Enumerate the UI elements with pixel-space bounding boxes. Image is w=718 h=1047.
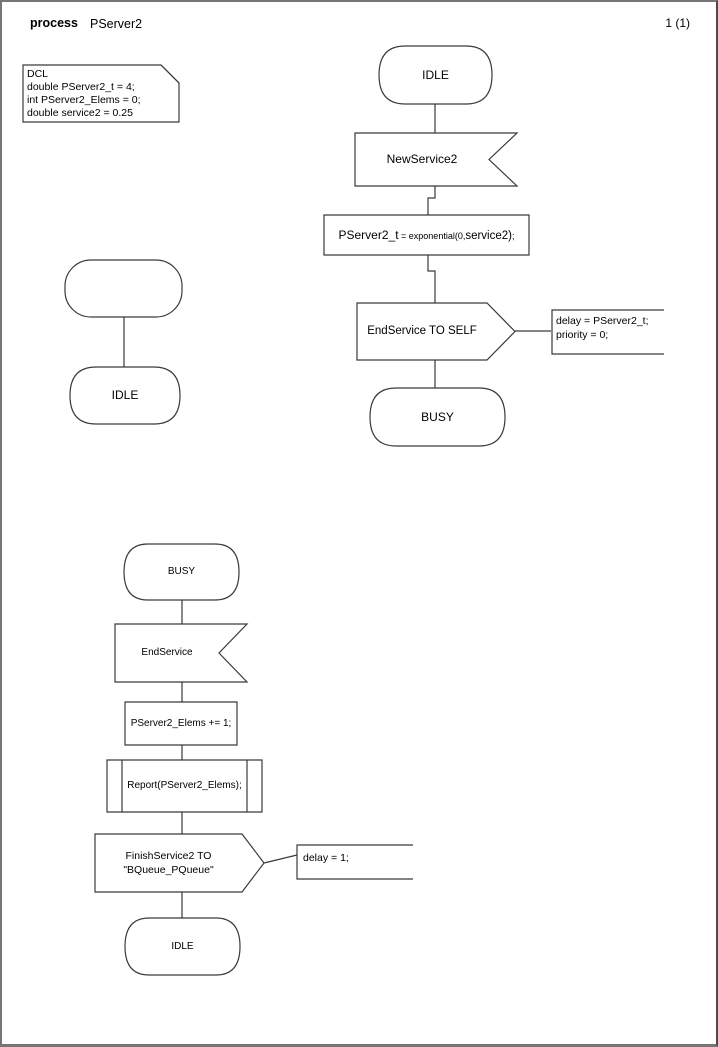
dcl-line: double service2 = 0.25	[27, 107, 133, 119]
comment-delay-text	[303, 851, 403, 865]
task-lhs: PServer2_t	[338, 228, 399, 242]
comment-connector-delay	[264, 855, 297, 863]
task-arg: service2)	[465, 230, 512, 242]
state-idle-left-label: IDLE	[111, 388, 139, 403]
state-busy-bottom-label: BUSY	[167, 566, 196, 577]
input-endservice-label: EndService	[141, 647, 193, 658]
dcl-declaration-text	[27, 68, 177, 120]
task-set-service-time-label	[324, 216, 529, 256]
output-signal-line: FinishService2 TO	[125, 850, 212, 862]
task-end: ;	[511, 231, 515, 241]
comment-line: delay = 1;	[303, 852, 349, 864]
comment-line: priority = 0;	[556, 329, 609, 341]
connector-newservice2-to-task	[428, 186, 435, 215]
state-idle-top-label: IDLE	[422, 67, 449, 82]
page-number: 1 (1)	[665, 16, 690, 30]
process-name: PServer2	[90, 17, 143, 31]
procedure-report-label: Report(PServer2_Elems);	[127, 780, 242, 791]
state-idle-bottom-label: IDLE	[171, 940, 194, 952]
comment-delay-priority-text	[556, 314, 662, 342]
diagram-kind-label: process	[30, 16, 78, 30]
connector-task-to-output	[428, 255, 435, 303]
dcl-line: int PServer2_Elems = 0;	[27, 94, 141, 106]
output-endservice-self-label: EndService TO SELF	[367, 324, 477, 337]
output-finishservice2-label	[95, 834, 242, 892]
task-op: = exponential(0,	[398, 231, 466, 241]
output-signal-line: "BQueue_PQueue"	[123, 864, 214, 876]
dcl-line: DCL	[27, 68, 49, 80]
dcl-line: double PServer2_t = 4;	[27, 81, 135, 93]
state-busy-top-label: BUSY	[421, 409, 454, 424]
start-symbol[interactable]	[65, 260, 182, 317]
task-increment-elems-label: PServer2_Elems += 1;	[130, 717, 232, 729]
input-newservice2-label: NewService2	[386, 152, 458, 167]
comment-line: delay = PServer2_t;	[556, 315, 649, 327]
